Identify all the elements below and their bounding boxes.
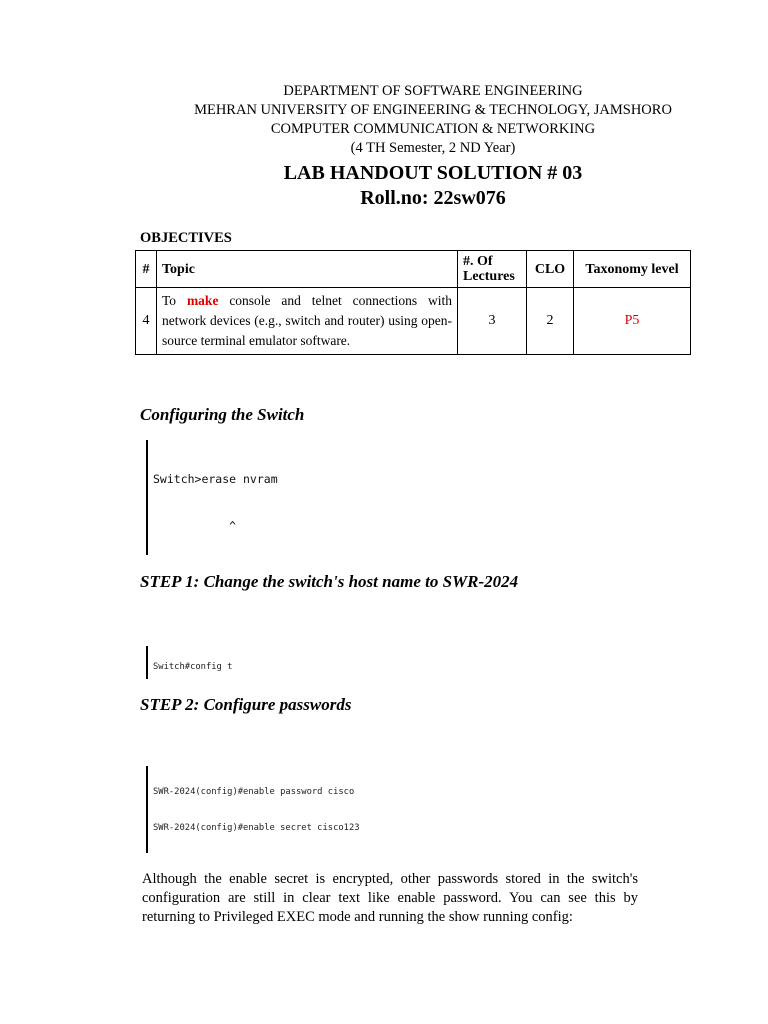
topic-text-rest: console and telnet connections with network devices (e.g., switch and router) using open-source terminal emulator software.	[162, 293, 453, 348]
terminal-line: SWR-2024(config)#enable secret cisco123	[153, 823, 360, 833]
step2-heading: STEP 2: Configure passwords	[140, 695, 352, 714]
semester-line: (4 TH Semester, 2 ND Year)	[350, 140, 516, 156]
objectives-label: OBJECTIVES	[140, 230, 232, 246]
terminal-screenshot-switch	[146, 440, 575, 555]
body-paragraph: Although the enable secret is encrypted, other passwords stored in the switch's configuration are still in clear text like enable password. You can see this by returning to Privileged EXEC mode and running the show running config:	[142, 871, 638, 925]
column-header-clo: CLO	[527, 251, 574, 288]
terminal-screenshot-passwords	[146, 766, 360, 853]
terminal-line: ^	[153, 518, 237, 533]
terminal-line: Switch>erase nvram	[153, 471, 278, 486]
roll-number: Roll.no: 22sw076	[360, 187, 506, 209]
table-row	[136, 288, 691, 355]
cell-number: 4	[136, 288, 157, 355]
section-heading-configuring: Configuring the Switch	[140, 405, 305, 424]
column-header-taxonomy: Taxonomy level	[574, 251, 691, 288]
cell-lectures: 3	[458, 288, 527, 355]
step1-heading: STEP 1: Change the switch's host name to SWR-2024	[140, 572, 519, 591]
column-header-topic: Topic	[157, 251, 458, 288]
university-line: MEHRAN UNIVERSITY OF ENGINEERING & TECHNOLOGY, JAMSHORO	[194, 102, 672, 118]
column-header-number: #	[136, 251, 157, 288]
document-header	[0, 82, 768, 211]
objectives-table	[135, 250, 691, 355]
handout-title: LAB HANDOUT SOLUTION # 03	[283, 162, 583, 184]
terminal-line: SWR-2024(config)#enable password cisco	[153, 787, 355, 797]
terminal-line: Switch#config t	[153, 662, 233, 672]
table-header-row	[136, 251, 691, 288]
cell-topic	[157, 288, 458, 355]
column-header-lectures: #. Of Lectures	[458, 251, 527, 288]
cell-clo: 2	[527, 288, 574, 355]
course-line: COMPUTER COMMUNICATION & NETWORKING	[270, 121, 596, 137]
terminal-screenshot-hostname	[146, 646, 465, 679]
department-line: DEPARTMENT OF SOFTWARE ENGINEERING	[283, 83, 583, 99]
cell-taxonomy: P5	[574, 288, 691, 355]
topic-text-start: To	[162, 293, 177, 308]
topic-highlight: make	[186, 293, 219, 308]
